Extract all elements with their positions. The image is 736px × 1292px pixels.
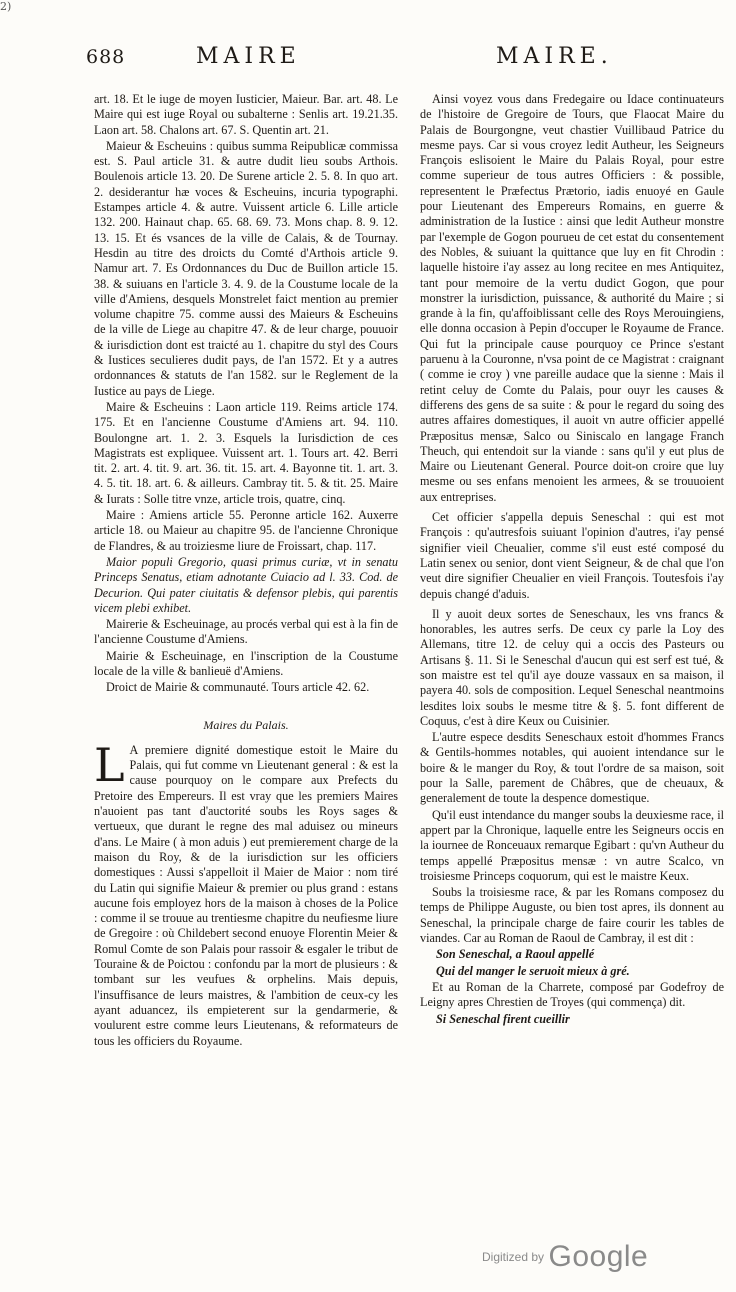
drop-cap: L: [94, 737, 125, 792]
page-number: 688: [86, 46, 126, 68]
left-paragraph: Mairie & Escheuinage, en l'inscription de la Coustume locale de la ville & banlieuë d'Amiens.: [94, 648, 398, 678]
verse-line: Si Seneschal firent cueillir: [436, 1011, 570, 1026]
right-paragraph: Ainsi voyez vous dans Fredegaire ou Idace continuateurs de l'histoire de Gregoire de Tours, que Flaocat Maire du Palais de Bourgongne, veut chastier Vuillibaud Patrice du mesme pays. Car si vous croyez ledit Autheur, les Seigneurs François eslisoient le Maire du Palais Royal, pour estre comme superieur de tous autres Officiers : & possible, representent le Præfectus Prætorio, iadis enuoyé en Gaule pour Lieutenant des Empereurs Romains, en guerre & administration de la Iustice : ainsi que ledit Autheur monstre par l'exemple de Gogon pourueu de cet estat du consentement des Nobles, & suiuant la quittance que luy en fit Chrodin : laquelle histoire i'ay assez au long recitee en mes Antiquitez, tant pour memoire de la vertu dudict Gogon, que pour monstrer la iurisdiction, puissance, & authorité du Maire ; si grande à la fin, qu'affoiblissant celle des Roys Merouingiens, elle donna occasion à Pepin d'occuper le Royaume de France. Qui fut la principale cause pourquoy ce Prince s'estant paruenu à la Couronne, n'vsa point de ce Magistrat : craignant ( comme ie croy ) vne pareille audace que la sienne : Mais il retint celuy de Comte du Palais, pour ouyr les causes & differens des gens de sa suite : & pour le regard du soing des autres affaires domestiques, il auoit vn autre officier appellé Præpositus mensæ, Salco ou Siniscalo en langage Franch Theuch, qui entendoit sur la viande : sans qu'il y eut plus de Maire ou Lieutenant General. Pource doit-on croire que luy mesme ou ses enfans menoient les armees, & se trouuoient aux entreprises.: [420, 92, 724, 504]
left-column: [94, 92, 398, 1050]
section-body-text: A premiere dignité domestique estoit le Maire du Palais, qui fut comme vn Lieutenant general : & est la cause pourquoy on le compare aux Prefects du Pretoire des Empereurs. Il est vray que les premiers Maires n'auoient pas tant d'auctorité soubs les Roys sages & vertueux, que durant le regne des mal aduisez ou mineurs d'ans. Le Maire ( à mon aduis ) eut premierement charge de la maison du Roy, & de la iurisdiction sur les officiers domestiques : Aussi s'appelloit il Maier de Maior : nom tiré du Latin qui signifie Maieur & premier ou plus grand : estans aucune fois employez hors de la maison à choses de la Police : comme il se trouue au trentiesme chapitre du neufiesme liure de Gregoire : où Childebert second enuoye Florentin Meier & Romul Comte de son Palais pour rassoir & esgaler le tribut de Touraine & de Poictou : confondu par la mort de plusieurs : & tombant sur les veufues & orphelins. Mais depuis, l'insuffisance de leurs maistres, & l'ambition de ceux-cy les ayant aduancez, ils empieterent sur la gendarmerie, & voulurent estre comme leurs Lieutenans, & reformateurs de tous les officiers du Royaume.: [94, 742, 398, 1048]
running-head-right: MAIRE.: [496, 44, 613, 69]
running-head-left: MAIRE: [196, 44, 301, 69]
right-paragraph: Et au Roman de la Charrete, composé par Godefroy de Leigny apres Chrestien de Troyes (qui commença) dit.: [420, 979, 724, 1010]
right-paragraph: L'autre espece desdits Seneschaux estoit d'hommes Francs & Gentils-hommes notables, qui auoient intendance sur le boire & le manger du Roy, & tout l'ordre de sa maison, soit pour la Salle, parement de Châbres, que de cheuaux, & generalement de toute la despence domestique.: [420, 730, 724, 806]
section-title: Maires du Palais.: [203, 717, 289, 732]
left-paragraph: Maire & Escheuins : Laon article 119. Reims article 174. 175. Et en l'ancienne Coustume d'Amiens art. 94. 110. Boulongne art. 1. 2. 3. Esquels la Iurisdiction de ces Magistrats est expliquee. Vuissent art. 1. Tours art. 42. Berri tit. 2. art. 4. tit. 9. art. 36. tit. 15. art. 4. Bayonne tit. 1. art. 3. 4. 5. tit. 18. art. 6. & ailleurs. Cambray tit. 5. & tit. 25. Maire & Iurats : Solle titre vnze, article trois, quatre, cinq.: [94, 399, 398, 506]
right-paragraph: Il y auoit deux sortes de Seneschaux, les vns francs & honorables, les autres serfs. De ceux cy parle la Loy des Allemans, titre 12. de celuy qui a occis des Pasteurs ou Artisans §. 11. Si le Seneschal d'aucun qui est serf est tué, & son maistre est tel qu'il aye douze vassaux en sa maison, il payera 40. sols de composition. Lequel Seneschal neantmoins lesdites loix soubs le mesme titre & §. 5. font different de Coquus, c'est à dire Keux ou Cuisinier.: [420, 606, 724, 728]
left-paragraph: Mairerie & Escheuinage, au procés verbal qui est à la fin de l'ancienne Coustume d'Amiens.: [94, 617, 398, 647]
left-paragraph: art. 18. Et le iuge de moyen Iusticier, Maieur. Bar. art. 48. Le Maire qui est iuge Royal ou subalterne : Senlis art. 19.21.35. Laon art. 58. Chalons art. 67. S. Quentin art. 21.: [94, 92, 398, 137]
latin-note: Maior populi Gregorio, quasi primus curiæ, vt in senatu Princeps Senatus, etiam adnotante Cuiacio ad l. 33. Cod. de Decurion. Qui pater ciuitatis & defensor plebis, qui parentis vicem plebi exhibet.: [94, 554, 398, 615]
watermark-prefix: Digitized by: [482, 1250, 545, 1264]
right-paragraph: Qu'il eust intendance du manger soubs la deuxiesme race, il appert par la Chronique, laquelle entre les Seigneurs occis en la iournee de Ronceuaux remarque Egibart : qu'vn Autheur du temps appellé Præpositus mensæ : vn autre Scalco, vn troisiesme Princeps coquorum, qui est le maistre Keux.: [420, 807, 724, 883]
digitized-watermark: [482, 1240, 648, 1274]
right-paragraph: Soubs la troisiesme race, & par les Romans composez du temps de Philippe Auguste, ou bien tost apres, ils donnent au Seneschal, la principale charge de faire courir les tables de viandes. Car au Roman de Raoul de Cambray, il est dit :: [420, 885, 724, 946]
left-paragraph: Maieur & Escheuins : quibus summa Reipublicæ commissa est. S. Paul article 31. & autre dudit lieu soubs Arthois. Boulenois article 13. 20. De Surene article 2. 5. 8. In quo art. 2. desiderantur hæ voces & Escheuins, incuria typographi. Estampes article 4. & autre. Vuissent article 6. Lille article 132. 200. Hainaut chap. 65. 68. 69. 73. Mons chap. 8. 9. 12. 13. 15. Et és vsances de la ville de Calais, & de Tournay. Hesdin au titre des droicts du Comté d'Arthois article 9. Namur art. 7. Es Ordonnances du Duc de Buillon article 15. 38. & suiuans en l'article 3. 4. 9. de la Coustume locale de la ville d'Amiens, desquels Monstrelet faict mention au premier volume chapitre 75. comme aussi des Maieurs & Escheuins de la ville de Liege au chapitre 47. & de leur charge, pouuoir & iurisdiction dont est traicté au 1. chapitre du styl des Cours & Iustices seculieres dudit pays, de l'an 1572. Et y a autres ordonnances & statuts de l'an 1582. sur le Reglement de la Iustice au pays de Liege.: [94, 138, 398, 398]
left-paragraph: Droict de Mairie & communauté. Tours article 42. 62.: [106, 680, 370, 695]
left-paragraph: Maire : Amiens article 55. Peronne article 162. Auxerre article 18. ou Maieur au chapitre 95. de l'ancienne Chronique de Flandres, & au troiziesme liure de Froissart, chap. 117.: [94, 508, 398, 553]
edge-mark: 2): [0, 0, 12, 13]
right-paragraph: Cet officier s'appella depuis Seneschal : qui est mot François : qu'autresfois suiuant l'opinion d'autres, i'ay pensé signifier vieil Cheualier, comme s'il eust esté composé du Latin senex ou senior, dont vient Seigneur, & de chal que l'on veut dire signifier Cheualier en vieil François. Toutesfois i'ay depuis changé d'aduis.: [420, 510, 724, 601]
section-body: [94, 737, 398, 1049]
verse-line: Qui del manger le seruoit mieux à gré.: [436, 963, 630, 978]
verse-line: Son Seneschal, a Raoul appellé: [436, 947, 595, 962]
right-column: [420, 92, 724, 1028]
google-logo: Google: [548, 1240, 649, 1273]
